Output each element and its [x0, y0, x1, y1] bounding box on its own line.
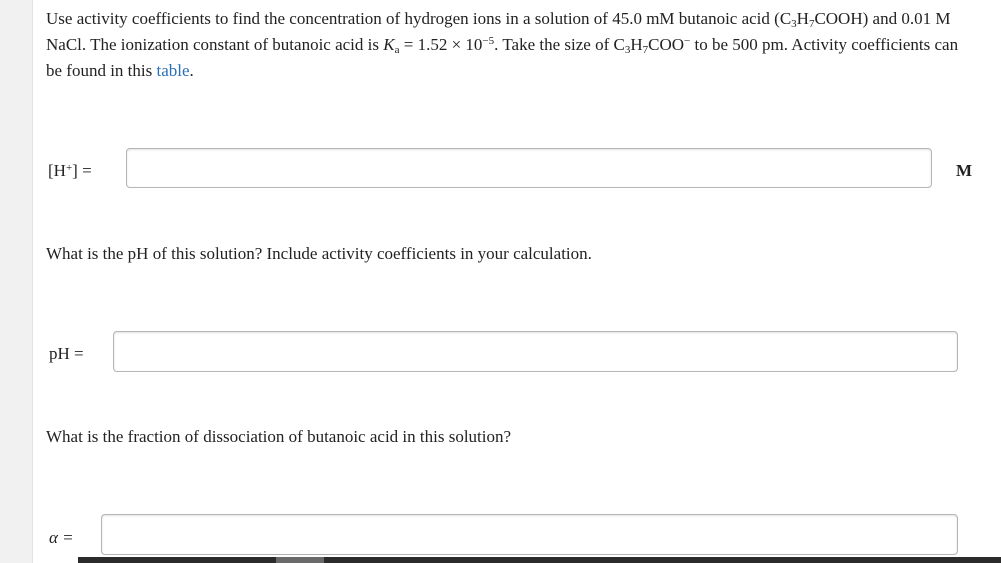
alpha-label: α =	[49, 528, 74, 547]
ph-answer-input[interactable]	[113, 331, 958, 372]
hplus-label: [H+] =	[48, 161, 92, 180]
question-text-hydrogen-ions: Use activity coefficients to find the concentration of hydrogen ions in a solution of 45.0 mM butanoic acid $(C_3H_7COOH)$ and 0.01 M NaCl. The ionization constant of butanoic acid is $K_a = 1.52 \times 10^{-5}$. Take the size of $C_3H_7COO^-$ to be 500 pm. Activity coefficients can be found in this table.	[46, 9, 959, 80]
hplus-unit: M	[956, 161, 973, 180]
question-text-fraction-dissociation: What is the fraction of dissociation of butanoic acid in this solution?	[46, 427, 512, 446]
hplus-answer-input[interactable]	[126, 148, 932, 188]
activity-coefficients-table-link[interactable]: table	[156, 61, 190, 80]
horizontal-scrollbar[interactable]	[78, 557, 1001, 563]
left-gutter	[0, 0, 33, 563]
question-text-ph: What is the pH of this solution? Include activity coefficients in your calculation.	[46, 244, 592, 263]
scrollbar-thumb[interactable]	[276, 557, 324, 563]
ph-label: pH =	[49, 344, 84, 363]
alpha-answer-input[interactable]	[101, 514, 958, 555]
